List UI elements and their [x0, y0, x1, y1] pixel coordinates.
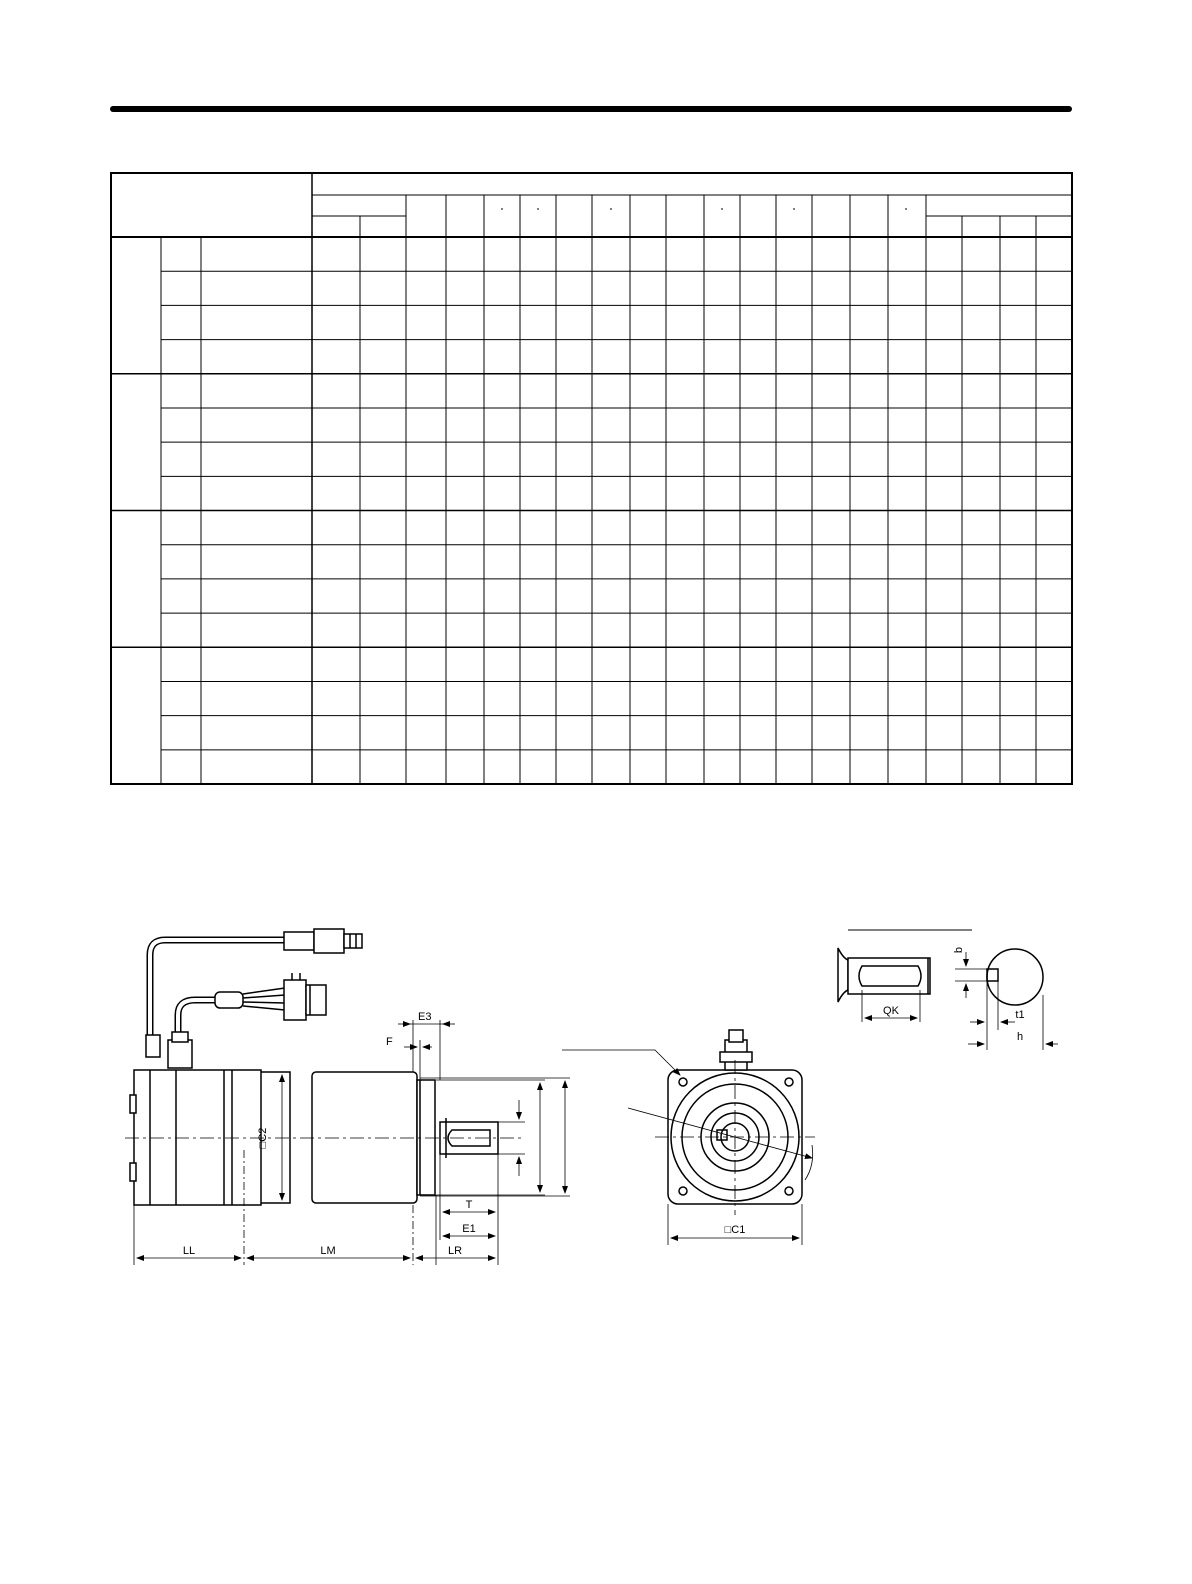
encoder-cable — [150, 940, 285, 1040]
gearbox — [312, 1072, 417, 1203]
label-qk: QK — [883, 1005, 899, 1017]
label-c1: □C1 — [724, 1224, 746, 1236]
label-f: F — [386, 1036, 393, 1048]
label-e1: E1 — [462, 1223, 476, 1235]
label-t1: t1 — [1015, 1009, 1025, 1021]
motor-body — [134, 1070, 261, 1205]
shaft-key-detail — [838, 930, 1043, 1005]
label-t: T — [465, 1199, 473, 1211]
label-lm: LM — [320, 1245, 336, 1257]
encoder-connector — [284, 929, 362, 953]
power-connector — [284, 973, 326, 1020]
label-b: b — [953, 946, 965, 954]
front-view — [655, 1030, 815, 1215]
label-lr: LR — [447, 1245, 463, 1257]
side-view — [125, 929, 525, 1205]
label-e3: E3 — [418, 1011, 432, 1023]
label-h: h — [1016, 1031, 1024, 1043]
label-c2: □C2 — [257, 1127, 269, 1149]
label-ll: LL — [182, 1245, 196, 1257]
